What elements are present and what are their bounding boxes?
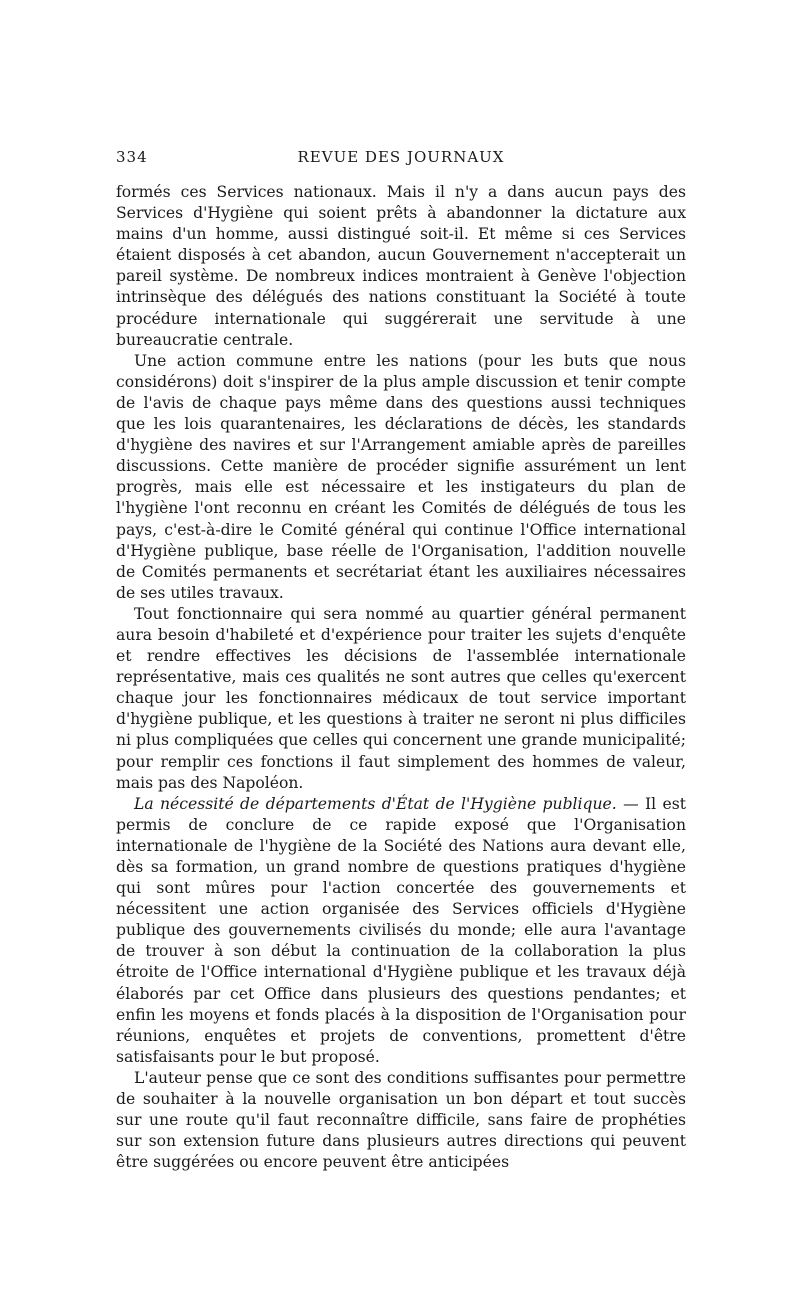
running-head: REVUE DES JOURNAUX <box>297 148 505 166</box>
paragraph-officials: Tout fonctionnaire qui sera nommé au quartier général permanent aura besoin d'habileté et d'expérience pour traiter les sujets d'enquête et rendre effectives les décisions de l'assemblée internationale représentative, mais ces qualités ne sont autres que celles qu'exercent chaque jour les fonctionnaires médicaux de tout service important d'hygiène publique, et les questions à traiter ne seront ni plus difficiles ni plus compliquées que celles qui concernent une grande municipalité; pour remplir ces fonctions il faut simplement des hommes de valeur, mais pas des Napoléon. <box>116 604 686 792</box>
page-header <box>116 148 686 172</box>
page-number: 334 <box>116 148 148 166</box>
paragraph-author: L'auteur pense que ce sont des conditions suffisantes pour permettre de souhaiter à la nouvelle organisation un bon départ et tout succès sur une route qu'il faut reconnaître difficile, sans faire de prophéties sur son extension future dans plusieurs autres directions qui peuvent être suggérées ou encore peuvent être anticipées <box>116 1068 686 1172</box>
section-title: La nécessité de départements d'État de l'Hygiène publique. <box>134 794 617 813</box>
paragraph-common-action: Une action commune entre les nations (pour les buts que nous considérons) doit s'inspirer de la plus ample discussion et tenir compte de l'avis de chaque pays même dans des questions aussi techniques que les lois quarantenaires, les déclarations de décès, les standards d'hygiène des navires et sur l'Arrangement amiable après de pareilles discussions. Cette manière de procéder signifie assurément un lent progrès, mais elle est nécessaire et les instigateurs du plan de l'hygiène l'ont reconnu en créant les Comités de délégués de tous les pays, c'est-à-dire le Comité général qui continue l'Office international d'Hygiène publique, base réelle de l'Organisation, l'addition nouvelle de Comités permanents et secrétariat étant les auxiliaires nécessaires de ses utiles travaux. <box>116 351 686 602</box>
paragraph-necessity <box>116 794 686 1068</box>
article-body <box>116 182 686 1173</box>
section-text: — Il est permis de conclure de ce rapide exposé que l'Organisation internationale de l'hygiène de la Société des Nations aura devant elle, dès sa formation, un grand nombre de questions pratiques d'hygiène qui sont mûres pour l'action concertée des gouvernements et nécessitent une action organisée des Services officiels d'Hygiène publique des gouvernements civilisés du monde; elle aura l'avantage de trouver à son début la continuation de la collaboration la plus étroite de l'Office international d'Hygiène publique et les travaux déjà élaborés par cet Office dans plusieurs des questions pendantes; et enfin les moyens et fonds placés à la disposition de l'Organisation pour réunions, enquêtes et projets de conventions, promettent d'être satisfaisants pour le but proposé. <box>116 794 686 1066</box>
paragraph-continuation: formés ces Services nationaux. Mais il n'y a dans aucun pays des Services d'Hygiène qui soient prêts à abandonner la dictature aux mains d'un homme, aussi distingué soit-il. Et même si ces Services étaient disposés à cet abandon, aucun Gouvernement n'accepterait un pareil système. De nombreux indices montraient à Genève l'objection intrinsèque des délégués des nations constituant la Société à toute procédure internationale qui suggérerait une servitude à une bureaucratie centrale. <box>116 183 686 349</box>
